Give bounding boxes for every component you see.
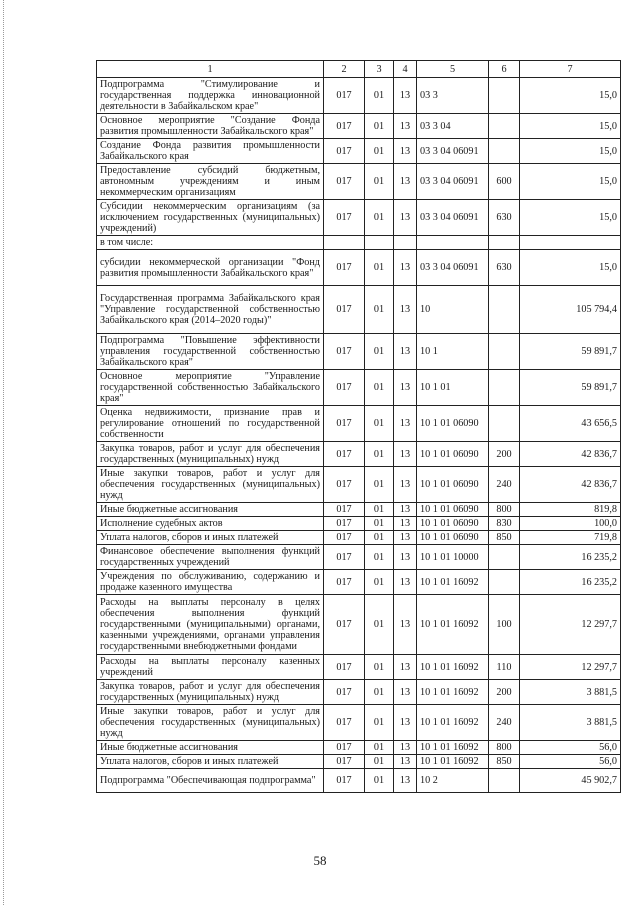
row-subsection-cell: 13 — [394, 570, 417, 595]
row-target-code-cell: 10 1 01 — [417, 370, 489, 406]
row-target-code-cell: 10 1 01 06090 — [417, 503, 489, 517]
row-amount-cell: 819,8 — [520, 503, 621, 517]
row-expense-type-cell — [489, 114, 520, 139]
row-expense-type-cell — [489, 334, 520, 370]
budget-table — [96, 60, 621, 793]
row-name-cell: Иные бюджетные ассигнования — [97, 503, 324, 517]
row-name-cell: Учреждения по обслуживанию, содержанию и продаже казенного имущества — [97, 570, 324, 595]
row-subsection-cell — [394, 236, 417, 250]
row-expense-type-cell — [489, 236, 520, 250]
row-section-cell: 01 — [365, 78, 394, 114]
row-admin-code-cell: 017 — [324, 503, 365, 517]
row-expense-type-cell: 630 — [489, 200, 520, 236]
row-admin-code-cell: 017 — [324, 139, 365, 164]
row-subsection-cell: 13 — [394, 680, 417, 705]
row-expense-type-cell: 240 — [489, 467, 520, 503]
table-row — [97, 250, 621, 286]
table-row — [97, 139, 621, 164]
row-target-code-cell: 03 3 — [417, 78, 489, 114]
row-admin-code-cell: 017 — [324, 164, 365, 200]
row-subsection-cell: 13 — [394, 200, 417, 236]
row-subsection-cell: 13 — [394, 139, 417, 164]
row-expense-type-cell: 110 — [489, 655, 520, 680]
row-name-cell: Уплата налогов, сборов и иных платежей — [97, 755, 324, 769]
row-subsection-cell: 13 — [394, 467, 417, 503]
table-row — [97, 236, 621, 250]
row-section-cell: 01 — [365, 286, 394, 334]
row-section-cell: 01 — [365, 655, 394, 680]
row-subsection-cell: 13 — [394, 655, 417, 680]
row-subsection-cell: 13 — [394, 769, 417, 793]
row-section-cell: 01 — [365, 250, 394, 286]
row-section-cell: 01 — [365, 741, 394, 755]
row-name-cell: Подпрограмма "Обеспечивающая подпрограмма" — [97, 769, 324, 793]
row-subsection-cell: 13 — [394, 164, 417, 200]
row-admin-code-cell: 017 — [324, 705, 365, 741]
row-expense-type-cell — [489, 406, 520, 442]
table-header — [97, 61, 621, 78]
row-admin-code-cell: 017 — [324, 595, 365, 655]
row-admin-code-cell: 017 — [324, 334, 365, 370]
table-row — [97, 503, 621, 517]
row-admin-code-cell: 017 — [324, 769, 365, 793]
row-admin-code-cell: 017 — [324, 755, 365, 769]
row-target-code-cell: 10 1 01 16092 — [417, 741, 489, 755]
column-header-7: 7 — [520, 61, 621, 78]
row-target-code-cell: 10 1 01 06090 — [417, 517, 489, 531]
row-admin-code-cell: 017 — [324, 545, 365, 570]
table-row — [97, 406, 621, 442]
row-amount-cell: 56,0 — [520, 755, 621, 769]
row-section-cell: 01 — [365, 705, 394, 741]
row-subsection-cell: 13 — [394, 595, 417, 655]
row-name-cell: Основное мероприятие "Создание Фонда развития промышленности Забайкальского края" — [97, 114, 324, 139]
row-target-code-cell: 03 3 04 06091 — [417, 250, 489, 286]
row-target-code-cell: 10 1 01 16092 — [417, 680, 489, 705]
row-subsection-cell: 13 — [394, 370, 417, 406]
row-name-cell: Уплата налогов, сборов и иных платежей — [97, 531, 324, 545]
row-target-code-cell: 03 3 04 06091 — [417, 164, 489, 200]
row-target-code-cell — [417, 236, 489, 250]
row-name-cell: Предоставление субсидий бюджетным, автономным учреждениям и иным некоммерческим организациям — [97, 164, 324, 200]
row-admin-code-cell: 017 — [324, 370, 365, 406]
row-target-code-cell: 03 3 04 06091 — [417, 139, 489, 164]
row-amount-cell: 59 891,7 — [520, 334, 621, 370]
table-row — [97, 741, 621, 755]
row-amount-cell: 15,0 — [520, 200, 621, 236]
row-target-code-cell: 03 3 04 06091 — [417, 200, 489, 236]
table-row — [97, 570, 621, 595]
row-expense-type-cell: 800 — [489, 503, 520, 517]
row-name-cell: Расходы на выплаты персоналу в целях обеспечения выполнения функций государственными (муниципальными) органами, казенными учреждениями, органами управления государственными внебюджетными фондами — [97, 595, 324, 655]
row-amount-cell: 15,0 — [520, 114, 621, 139]
row-section-cell: 01 — [365, 467, 394, 503]
row-expense-type-cell: 630 — [489, 250, 520, 286]
row-section-cell: 01 — [365, 570, 394, 595]
row-section-cell: 01 — [365, 755, 394, 769]
row-name-cell: Закупка товаров, работ и услуг для обеспечения государственных (муниципальных) нужд — [97, 442, 324, 467]
row-admin-code-cell: 017 — [324, 680, 365, 705]
row-admin-code-cell: 017 — [324, 114, 365, 139]
row-target-code-cell: 03 3 04 — [417, 114, 489, 139]
row-amount-cell: 15,0 — [520, 250, 621, 286]
row-subsection-cell: 13 — [394, 531, 417, 545]
row-section-cell: 01 — [365, 503, 394, 517]
table-row — [97, 517, 621, 531]
row-expense-type-cell — [489, 545, 520, 570]
row-subsection-cell: 13 — [394, 705, 417, 741]
row-target-code-cell: 10 1 01 16092 — [417, 755, 489, 769]
row-name-cell: Основное мероприятие "Управление государственной собственностью Забайкальского края" — [97, 370, 324, 406]
row-expense-type-cell: 850 — [489, 755, 520, 769]
table-row — [97, 78, 621, 114]
row-target-code-cell: 10 1 01 06090 — [417, 406, 489, 442]
row-amount-cell: 15,0 — [520, 139, 621, 164]
header-row — [97, 61, 621, 78]
table-row — [97, 370, 621, 406]
row-name-cell: Финансовое обеспечение выполнения функций государственных учреждений — [97, 545, 324, 570]
table-row — [97, 545, 621, 570]
row-section-cell: 01 — [365, 442, 394, 467]
row-name-cell: Подпрограмма "Повышение эффективности управления государственной собственностью Забайкальского края" — [97, 334, 324, 370]
row-admin-code-cell: 017 — [324, 78, 365, 114]
row-expense-type-cell — [489, 286, 520, 334]
page-edge-guide — [3, 0, 5, 905]
row-target-code-cell: 10 1 01 06090 — [417, 467, 489, 503]
row-section-cell: 01 — [365, 114, 394, 139]
row-target-code-cell: 10 1 — [417, 334, 489, 370]
row-target-code-cell: 10 1 01 16092 — [417, 705, 489, 741]
row-subsection-cell: 13 — [394, 503, 417, 517]
row-target-code-cell: 10 1 01 16092 — [417, 570, 489, 595]
row-name-cell: Иные закупки товаров, работ и услуг для обеспечения государственных (муниципальных) нужд — [97, 705, 324, 741]
row-target-code-cell: 10 2 — [417, 769, 489, 793]
row-amount-cell: 43 656,5 — [520, 406, 621, 442]
row-amount-cell: 719,8 — [520, 531, 621, 545]
row-expense-type-cell: 200 — [489, 680, 520, 705]
row-subsection-cell: 13 — [394, 286, 417, 334]
row-expense-type-cell — [489, 769, 520, 793]
row-admin-code-cell — [324, 236, 365, 250]
table-row — [97, 705, 621, 741]
row-subsection-cell: 13 — [394, 517, 417, 531]
row-amount-cell: 15,0 — [520, 78, 621, 114]
row-amount-cell: 12 297,7 — [520, 595, 621, 655]
row-target-code-cell: 10 1 01 06090 — [417, 531, 489, 545]
row-expense-type-cell — [489, 370, 520, 406]
row-admin-code-cell: 017 — [324, 442, 365, 467]
row-admin-code-cell: 017 — [324, 741, 365, 755]
page-number: 58 — [313, 853, 327, 868]
row-expense-type-cell — [489, 139, 520, 164]
row-expense-type-cell: 830 — [489, 517, 520, 531]
row-expense-type-cell: 200 — [489, 442, 520, 467]
row-target-code-cell: 10 — [417, 286, 489, 334]
table-row — [97, 286, 621, 334]
column-header-2: 2 — [324, 61, 365, 78]
column-header-4: 4 — [394, 61, 417, 78]
row-amount-cell: 3 881,5 — [520, 680, 621, 705]
column-header-1: 1 — [97, 61, 324, 78]
row-amount-cell: 16 235,2 — [520, 545, 621, 570]
row-name-cell: в том числе: — [97, 236, 324, 250]
row-subsection-cell: 13 — [394, 114, 417, 139]
column-header-5: 5 — [417, 61, 489, 78]
row-subsection-cell: 13 — [394, 250, 417, 286]
row-admin-code-cell: 017 — [324, 286, 365, 334]
table-body — [97, 78, 621, 793]
table-row — [97, 200, 621, 236]
row-section-cell: 01 — [365, 545, 394, 570]
table-row — [97, 164, 621, 200]
row-section-cell: 01 — [365, 139, 394, 164]
row-amount-cell: 42 836,7 — [520, 467, 621, 503]
table-row — [97, 769, 621, 793]
row-name-cell: Закупка товаров, работ и услуг для обеспечения государственных (муниципальных) нужд — [97, 680, 324, 705]
row-section-cell: 01 — [365, 200, 394, 236]
row-admin-code-cell: 017 — [324, 200, 365, 236]
row-admin-code-cell: 017 — [324, 406, 365, 442]
row-amount-cell: 12 297,7 — [520, 655, 621, 680]
row-expense-type-cell: 850 — [489, 531, 520, 545]
row-target-code-cell: 10 1 01 16092 — [417, 595, 489, 655]
row-name-cell: Оценка недвижимости, признание прав и регулирование отношений по государственной собственности — [97, 406, 324, 442]
row-section-cell: 01 — [365, 406, 394, 442]
row-amount-cell: 56,0 — [520, 741, 621, 755]
row-admin-code-cell: 017 — [324, 517, 365, 531]
table-row — [97, 680, 621, 705]
table-row — [97, 595, 621, 655]
row-name-cell: Иные закупки товаров, работ и услуг для обеспечения государственных (муниципальных) нужд — [97, 467, 324, 503]
row-admin-code-cell: 017 — [324, 250, 365, 286]
row-subsection-cell: 13 — [394, 545, 417, 570]
row-target-code-cell: 10 1 01 06090 — [417, 442, 489, 467]
row-section-cell: 01 — [365, 680, 394, 705]
table-row — [97, 334, 621, 370]
row-amount-cell: 3 881,5 — [520, 705, 621, 741]
row-subsection-cell: 13 — [394, 78, 417, 114]
row-name-cell: Подпрограмма "Стимулирование и государственная поддержка инновационной деятельности в Забайкальском крае" — [97, 78, 324, 114]
row-section-cell: 01 — [365, 517, 394, 531]
table-row — [97, 531, 621, 545]
row-admin-code-cell: 017 — [324, 531, 365, 545]
row-amount-cell: 100,0 — [520, 517, 621, 531]
row-target-code-cell: 10 1 01 16092 — [417, 655, 489, 680]
row-name-cell: Исполнение судебных актов — [97, 517, 324, 531]
row-expense-type-cell — [489, 78, 520, 114]
row-amount-cell: 15,0 — [520, 164, 621, 200]
row-subsection-cell: 13 — [394, 406, 417, 442]
row-subsection-cell: 13 — [394, 741, 417, 755]
row-section-cell: 01 — [365, 769, 394, 793]
row-expense-type-cell: 240 — [489, 705, 520, 741]
row-amount-cell: 16 235,2 — [520, 570, 621, 595]
row-expense-type-cell: 600 — [489, 164, 520, 200]
column-header-6: 6 — [489, 61, 520, 78]
row-amount-cell — [520, 236, 621, 250]
row-admin-code-cell: 017 — [324, 655, 365, 680]
row-amount-cell: 45 902,7 — [520, 769, 621, 793]
row-amount-cell: 42 836,7 — [520, 442, 621, 467]
row-name-cell: Иные бюджетные ассигнования — [97, 741, 324, 755]
row-expense-type-cell: 800 — [489, 741, 520, 755]
row-target-code-cell: 10 1 01 10000 — [417, 545, 489, 570]
table-row — [97, 467, 621, 503]
row-name-cell: Создание Фонда развития промышленности Забайкальского края — [97, 139, 324, 164]
column-header-3: 3 — [365, 61, 394, 78]
row-subsection-cell: 13 — [394, 334, 417, 370]
table-row — [97, 442, 621, 467]
row-section-cell: 01 — [365, 531, 394, 545]
table-row — [97, 114, 621, 139]
row-admin-code-cell: 017 — [324, 570, 365, 595]
row-expense-type-cell: 100 — [489, 595, 520, 655]
row-section-cell: 01 — [365, 370, 394, 406]
table-row — [97, 755, 621, 769]
row-name-cell: Субсидии некоммерческим организациям (за исключением государственных (муниципальных) учреждений) — [97, 200, 324, 236]
row-admin-code-cell: 017 — [324, 467, 365, 503]
row-section-cell: 01 — [365, 334, 394, 370]
row-section-cell: 01 — [365, 595, 394, 655]
row-section-cell: 01 — [365, 164, 394, 200]
row-name-cell: субсидии некоммерческой организации "Фонд развития промышленности Забайкальского края" — [97, 250, 324, 286]
table-row — [97, 655, 621, 680]
row-subsection-cell: 13 — [394, 755, 417, 769]
row-name-cell: Государственная программа Забайкальского края "Управление государственной собственностью Забайкальского края (2014–2020 годы)" — [97, 286, 324, 334]
row-section-cell — [365, 236, 394, 250]
row-subsection-cell: 13 — [394, 442, 417, 467]
row-amount-cell: 105 794,4 — [520, 286, 621, 334]
row-name-cell: Расходы на выплаты персоналу казенных учреждений — [97, 655, 324, 680]
row-expense-type-cell — [489, 570, 520, 595]
row-amount-cell: 59 891,7 — [520, 370, 621, 406]
